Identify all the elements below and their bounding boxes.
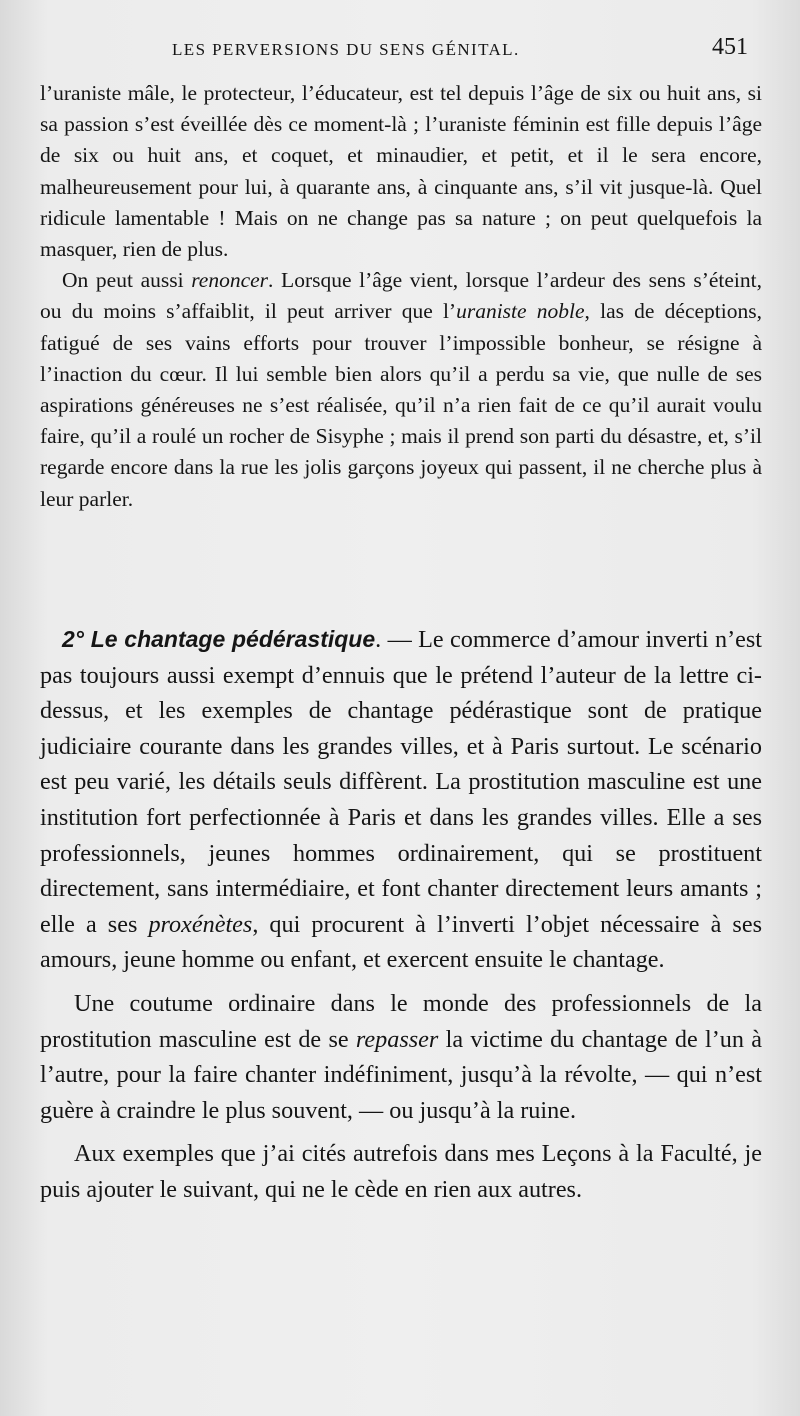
text-run: . Lorsque l’âge vient, lorsque l’ardeur des sens s’éteint, ou du moins s’affaiblit, il peut arriver que l’ xyxy=(40,268,762,324)
italic-term: repasser xyxy=(355,1025,439,1053)
italic-term: proxénètes xyxy=(148,910,253,938)
text-run: la victime du chantage de l’un à l’autre, pour la faire chanter indéfiniment, jusqu’à la révolte, — qui n’est guère à craindre le plus souvent, — ou jusqu’à la ruine. xyxy=(40,1025,762,1124)
section-title: Le chantage pédérastique xyxy=(90,626,376,652)
section-number: 2° xyxy=(62,626,91,652)
paragraph-section-intro xyxy=(40,622,762,978)
page-header xyxy=(0,34,800,70)
italic-term: renoncer xyxy=(191,268,269,293)
paragraph-renoncer xyxy=(40,265,762,515)
running-title: LES PERVERSIONS DU SENS GÉNITAL. xyxy=(172,40,520,59)
text-run: On peut aussi xyxy=(62,268,192,293)
paragraph-coutume xyxy=(40,986,762,1128)
text-run: , qui procurent à l’inverti l’objet nécessaire à ses amours, jeune homme ou enfant, et exercent ensuite le chantage. xyxy=(40,910,762,974)
continued-text xyxy=(40,78,762,515)
text-run: Une coutume ordinaire dans le monde des professionnels de la prostitution masculine est de se xyxy=(40,989,762,1053)
text-run: , las de déceptions, fatigué de ses vains efforts pour trouver l’impossible bonheur, se résigne à l’inaction du cœur. Il lui semble bien alors qu’il a perdu sa vie, que nulle de ses aspirations généreuses ne s’est réalisée, qu’il n’a rien fait de ce qu’il aurait voulu faire, qu’il a roulé un rocher de Sisyphe ; mais il prend son parti du désastre, et, s’il regarde encore dans la rue les jolis garçons joyeux qui passent, il ne cherche plus à leur parler. xyxy=(40,299,762,511)
paragraph-exemples: Aux exemples que j’ai cités autrefois dans mes Leçons à la Faculté, je puis ajouter le suivant, qui ne le cède en rien aux autres. xyxy=(40,1140,762,1203)
paragraph-uraniste: l’uraniste mâle, le protecteur, l’éducateur, est tel depuis l’âge de six ou huit ans, si sa passion s’est éveillée dès ce moment-là ; l’uraniste féminin est fille depuis l’âge de six ou huit ans, et coquet, et minaudier, et petit, et il le sera encore, malheureusement pour lui, à quarante ans, à cinquante ans, s’il vit jusque-là. Quel ridicule lamentable ! Mais on ne change pas sa nature ; on peut quelquefois la masquer, rien de plus. xyxy=(40,81,762,262)
section-chantage xyxy=(40,622,762,1208)
page-number: 451 xyxy=(712,34,748,60)
text-run: . — Le commerce d’amour inverti n’est pas toujours aussi exempt d’ennuis que le prétend l’auteur de la lettre ci-dessus, et les exemples de chantage pédérastique sont de pratique judiciaire courante dans les grandes villes, et à Paris surtout. Le scénario est peu varié, les détails seuls diffèrent. La prostitution masculine est une institution fort perfectionnée à Paris et dans les grandes villes. Elle a ses professionnels, jeunes hommes ordinairement, qui se prostituent directement, sans intermédiaire, et font chanter directement leurs amants ; elle a ses xyxy=(40,626,762,938)
italic-term: uraniste noble xyxy=(456,299,585,324)
